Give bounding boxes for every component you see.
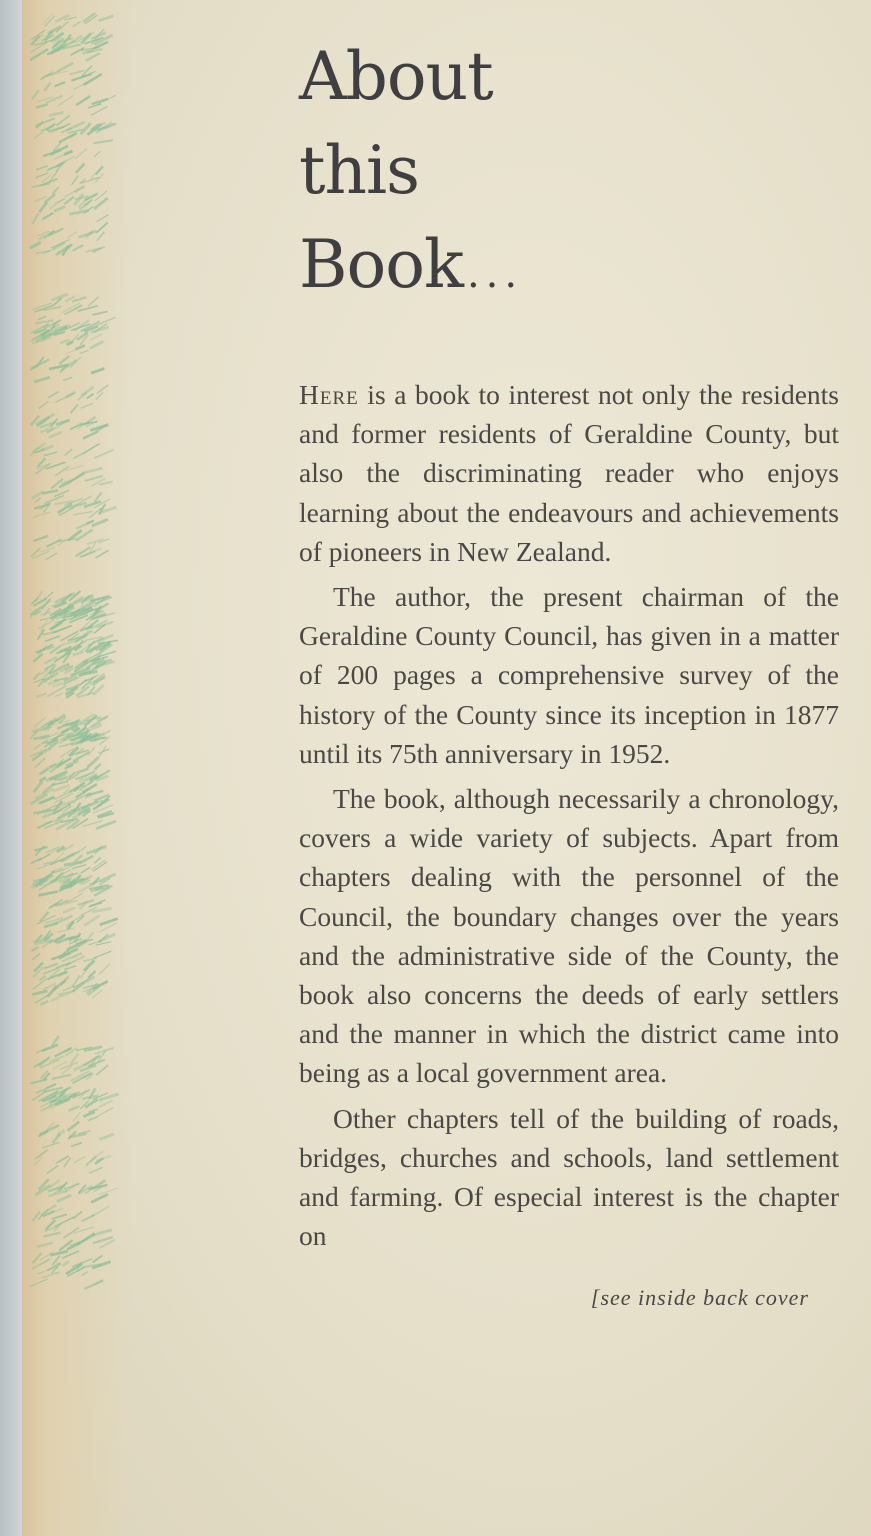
foliage-stroke bbox=[93, 951, 111, 958]
foliage-stroke bbox=[89, 1167, 102, 1173]
foliage-stroke bbox=[42, 1045, 58, 1051]
foliage-stroke bbox=[55, 15, 69, 22]
foliage-stroke bbox=[39, 202, 47, 212]
foliage-stroke bbox=[83, 50, 94, 53]
foliage-stroke bbox=[45, 636, 60, 641]
foliage-stroke bbox=[80, 350, 89, 353]
foliage-stroke bbox=[84, 915, 100, 925]
foliage-stroke bbox=[81, 867, 91, 873]
foliage-stroke bbox=[34, 377, 50, 382]
foliage-stroke bbox=[78, 1233, 94, 1244]
foliage-stroke bbox=[44, 964, 57, 969]
foliage-stroke bbox=[34, 673, 40, 679]
foliage-stroke bbox=[55, 199, 65, 203]
foliage-stroke bbox=[69, 210, 88, 214]
foliage-stroke bbox=[96, 550, 109, 558]
foliage-stroke bbox=[86, 1156, 96, 1165]
foliage-stroke bbox=[70, 70, 85, 74]
foliage-stroke bbox=[67, 342, 74, 345]
foliage-stroke bbox=[55, 1217, 73, 1226]
foliage-illustration bbox=[22, 0, 132, 1536]
foliage-stroke bbox=[37, 1243, 52, 1247]
foliage-stroke bbox=[88, 1116, 99, 1120]
foliage-stroke bbox=[38, 854, 50, 860]
foliage-stroke bbox=[91, 369, 104, 374]
foliage-stroke bbox=[99, 1188, 119, 1195]
spine-decoration bbox=[22, 0, 132, 1536]
foliage-stroke bbox=[88, 297, 98, 306]
foliage-stroke bbox=[34, 963, 43, 972]
foliage-stroke bbox=[35, 320, 53, 323]
foliage-stroke bbox=[47, 540, 62, 547]
foliage-stroke bbox=[35, 118, 55, 125]
foliage-stroke bbox=[30, 242, 40, 248]
foliage-stroke bbox=[57, 1195, 71, 1201]
foliage-stroke bbox=[43, 452, 57, 456]
foliage-stroke bbox=[42, 213, 53, 219]
title-line-2: this bbox=[299, 132, 420, 209]
foliage-stroke bbox=[72, 865, 86, 869]
foliage-stroke bbox=[98, 16, 113, 21]
foliage-stroke bbox=[38, 316, 47, 319]
foliage-stroke bbox=[93, 1255, 103, 1262]
foliage-stroke bbox=[93, 685, 103, 694]
foliage-stroke bbox=[45, 553, 57, 559]
foliage-stroke bbox=[97, 232, 104, 241]
foliage-stroke bbox=[82, 1272, 88, 1276]
foliage-stroke bbox=[67, 1122, 79, 1131]
foliage-stroke bbox=[76, 521, 93, 528]
foliage-stroke bbox=[71, 404, 78, 413]
foliage-stroke bbox=[84, 1281, 102, 1289]
foliage-stroke bbox=[42, 1142, 59, 1148]
paragraph-3: The book, although necessarily a chronology, covers a wide variety of subjects. Apart from chapters dealing with the personnel of the Council, the boundary changes over the years and the administrative side of the County, the book also concerns the deeds of early settlers and the manner in which the district came into being as a local government area. bbox=[299, 783, 839, 1089]
foliage-stroke bbox=[84, 1047, 102, 1051]
foliage-stroke bbox=[59, 133, 76, 142]
foliage-stroke bbox=[62, 1261, 69, 1265]
foliage-stroke bbox=[49, 432, 62, 437]
foliage-stroke bbox=[91, 479, 105, 487]
foliage-stroke bbox=[75, 345, 85, 349]
foliage-stroke bbox=[35, 196, 47, 201]
foliage-stroke bbox=[53, 683, 63, 687]
foliage-stroke bbox=[84, 444, 100, 454]
foliage-stroke bbox=[52, 1075, 71, 1079]
foliage-stroke bbox=[40, 769, 48, 774]
paragraph-1-text: is a book to interest not only the residents and former residents of Geraldine County, but also the discriminating reader who enjoys learning about the endeavours and achievements of pioneers in New Zealand. bbox=[299, 379, 839, 567]
foliage-stroke bbox=[32, 90, 39, 99]
foliage-stroke bbox=[32, 991, 47, 995]
foliage-stroke bbox=[54, 206, 65, 211]
foliage-stroke bbox=[36, 166, 48, 170]
foliage-stroke bbox=[55, 1048, 71, 1056]
foliage-stroke bbox=[33, 512, 50, 517]
title-ellipsis: ... bbox=[466, 251, 524, 297]
foliage-stroke bbox=[97, 385, 108, 394]
foliage-stroke bbox=[91, 334, 103, 340]
foliage-stroke bbox=[71, 1142, 82, 1146]
title-line-1: About bbox=[299, 38, 493, 115]
foliage-stroke bbox=[40, 1001, 48, 1004]
foliage-stroke bbox=[73, 652, 84, 655]
foliage-stroke bbox=[92, 99, 108, 104]
foliage-stroke bbox=[31, 184, 49, 187]
foliage-stroke bbox=[97, 215, 109, 222]
foliage-stroke bbox=[76, 96, 90, 105]
foliage-stroke bbox=[73, 83, 87, 90]
foliage-stroke bbox=[73, 453, 84, 459]
foliage-stroke bbox=[73, 1211, 82, 1218]
foliage-stroke bbox=[75, 149, 87, 159]
paragraph-1 bbox=[299, 375, 839, 571]
foliage-stroke bbox=[73, 512, 92, 515]
foliage-stroke bbox=[34, 745, 40, 750]
foliage-stroke bbox=[57, 928, 73, 932]
foliage-stroke bbox=[55, 393, 74, 402]
foliage-stroke bbox=[42, 490, 58, 493]
foliage-stroke bbox=[30, 1279, 48, 1287]
foliage-stroke bbox=[56, 963, 70, 968]
title-word-book: Book bbox=[299, 226, 463, 303]
foliage-stroke bbox=[73, 245, 84, 251]
foliage-stroke bbox=[55, 693, 63, 696]
foliage-stroke bbox=[64, 966, 76, 970]
foliage-stroke bbox=[67, 232, 76, 239]
foliage-stroke bbox=[83, 431, 98, 438]
foliage-stroke bbox=[44, 608, 50, 615]
foliage-stroke bbox=[93, 140, 113, 143]
foliage-stroke bbox=[86, 53, 100, 61]
foliage-stroke bbox=[33, 1253, 42, 1263]
foliage-stroke bbox=[47, 686, 66, 697]
foliage-stroke bbox=[32, 491, 44, 498]
flap-content bbox=[299, 30, 839, 1311]
foliage-stroke bbox=[64, 862, 82, 865]
foliage-stroke bbox=[35, 758, 45, 768]
foliage-stroke bbox=[63, 908, 75, 913]
foliage-stroke bbox=[87, 394, 94, 399]
foliage-stroke bbox=[59, 356, 69, 364]
foliage-stroke bbox=[65, 449, 73, 456]
foliage-stroke bbox=[73, 1112, 80, 1121]
foliage-stroke bbox=[88, 104, 101, 108]
foliage-stroke bbox=[44, 229, 63, 238]
foliage-stroke bbox=[47, 1165, 59, 1173]
foliage-stroke bbox=[96, 166, 103, 174]
foliage-stroke bbox=[96, 393, 103, 400]
foliage-stroke bbox=[34, 781, 42, 792]
foliage-stroke bbox=[95, 764, 101, 770]
foliage-stroke bbox=[76, 164, 85, 173]
foliage-stroke bbox=[92, 312, 107, 315]
foliage-stroke bbox=[99, 482, 113, 485]
foliage-stroke bbox=[51, 994, 63, 1001]
foliage-stroke bbox=[81, 403, 93, 408]
foliage-stroke bbox=[97, 635, 113, 641]
foliage-stroke bbox=[33, 1212, 40, 1222]
foliage-stroke bbox=[99, 746, 106, 757]
foliage-stroke bbox=[74, 1157, 85, 1163]
foliage-stroke bbox=[55, 466, 69, 476]
foliage-stroke bbox=[36, 104, 48, 107]
foliage-stroke bbox=[75, 846, 86, 854]
foliage-stroke bbox=[31, 858, 42, 863]
foliage-stroke bbox=[84, 960, 94, 970]
foliage-stroke bbox=[32, 953, 40, 959]
foliage-stroke bbox=[52, 1214, 67, 1219]
foliage-stroke bbox=[78, 769, 89, 773]
foliage-stroke bbox=[48, 392, 59, 398]
foliage-stroke bbox=[44, 83, 50, 91]
foliage-stroke bbox=[69, 1106, 80, 1110]
foliage-stroke bbox=[71, 48, 85, 55]
foliage-stroke bbox=[99, 1134, 114, 1140]
paragraph-2: The author, the present chairman of the Geraldine County Council, has given in a matter of 200 pages a comprehensive survey of the history of the County since its inception in 1877 until its 75th anniversary in 1952. bbox=[299, 581, 839, 769]
continuation-note: [see inside back cover bbox=[590, 1285, 809, 1311]
foliage-stroke bbox=[32, 213, 38, 223]
foliage-stroke bbox=[34, 536, 49, 541]
foliage-stroke bbox=[40, 72, 53, 80]
foliage-stroke bbox=[41, 1272, 59, 1278]
foliage-stroke bbox=[55, 82, 65, 86]
blurb-text bbox=[299, 375, 839, 1255]
foliage-stroke bbox=[38, 892, 57, 896]
foliage-stroke bbox=[85, 1099, 98, 1107]
foliage-stroke bbox=[48, 971, 68, 979]
foliage-stroke bbox=[46, 96, 62, 103]
foliage-stroke bbox=[81, 856, 93, 863]
title-line-3 bbox=[299, 218, 839, 321]
foliage-stroke bbox=[82, 1215, 95, 1222]
foliage-stroke bbox=[32, 947, 39, 951]
foliage-stroke bbox=[99, 964, 110, 975]
foliage-stroke bbox=[91, 1194, 108, 1202]
foliage-stroke bbox=[58, 63, 74, 72]
foliage-stroke bbox=[94, 151, 100, 156]
foliage-stroke bbox=[78, 392, 87, 400]
foliage-stroke bbox=[36, 693, 46, 696]
foliage-stroke bbox=[98, 1108, 113, 1116]
foliage-stroke bbox=[33, 654, 42, 662]
foliage-stroke bbox=[94, 857, 101, 863]
foliage-stroke bbox=[52, 187, 58, 194]
paragraph-1-lead: Here bbox=[299, 379, 359, 410]
foliage-stroke bbox=[35, 173, 48, 178]
foliage-stroke bbox=[96, 222, 107, 233]
foliage-stroke bbox=[96, 1065, 108, 1075]
foliage-stroke bbox=[91, 107, 107, 116]
foliage-stroke bbox=[72, 175, 79, 184]
paragraph-4: Other chapters tell of the building of roads, bridges, churches and schools, land settlement and farming. Of especial interest is the chapter on bbox=[299, 1102, 839, 1252]
foliage-stroke bbox=[94, 1230, 112, 1235]
foliage-stroke bbox=[99, 1100, 113, 1107]
page-title bbox=[299, 30, 839, 321]
foliage-stroke bbox=[49, 112, 63, 115]
foliage-stroke bbox=[45, 194, 56, 203]
dust-jacket-flap bbox=[22, 0, 871, 1536]
foliage-stroke bbox=[43, 1233, 60, 1237]
foliage-stroke bbox=[53, 242, 65, 249]
foliage-stroke bbox=[30, 1079, 47, 1083]
foliage-stroke bbox=[63, 377, 72, 380]
foliage-stroke bbox=[92, 519, 108, 526]
foliage-stroke bbox=[65, 197, 74, 204]
foliage-stroke bbox=[94, 450, 113, 459]
foliage-stroke bbox=[90, 341, 103, 348]
foliage-stroke bbox=[85, 468, 102, 472]
foliage-stroke bbox=[34, 498, 40, 503]
foliage-stroke bbox=[34, 132, 44, 139]
foliage-stroke bbox=[70, 472, 84, 482]
foliage-stroke bbox=[83, 821, 103, 827]
foliage-stroke bbox=[39, 401, 49, 408]
foliage-stroke bbox=[73, 22, 81, 27]
foliage-stroke bbox=[42, 631, 56, 634]
foliage-stroke bbox=[96, 1156, 111, 1161]
